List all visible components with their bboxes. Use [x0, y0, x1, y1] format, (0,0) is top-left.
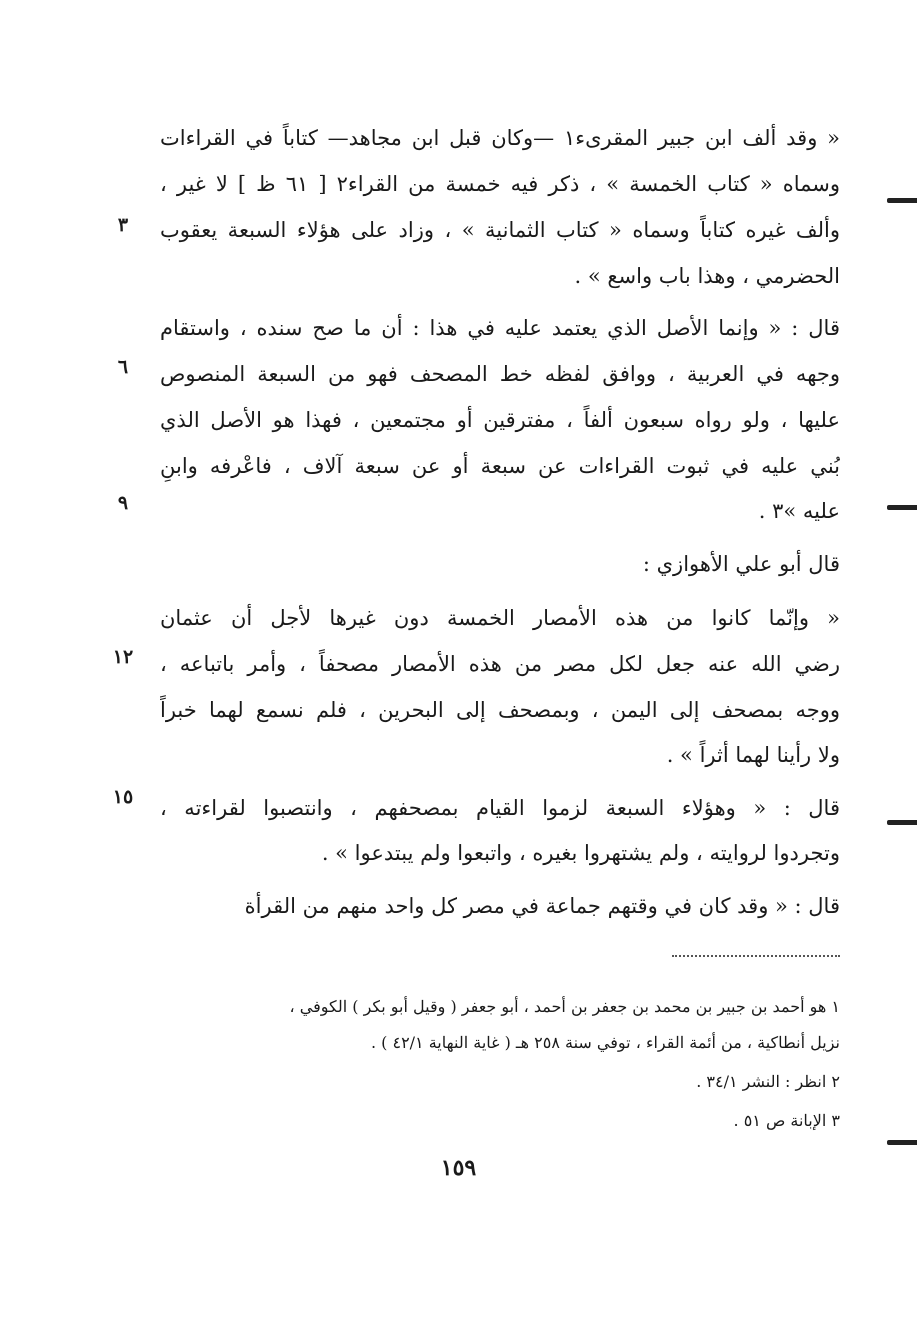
- text-line: الحضرمي ، وهذا باب واسع » .: [574, 264, 840, 288]
- scan-edge-mark: [887, 820, 917, 825]
- text-line: وألف غيره كتاباً وسماه « كتاب الثمانية » ، وزاد على هؤلاء السبعة يعقوب: [160, 218, 840, 242]
- footnote-line: نزيل أنطاكية ، من أئمة القراء ، توفي سنة ٢٥٨ هـ ( غاية النهاية ٤٢/١ ) .: [370, 1033, 840, 1052]
- scan-edge-mark: [887, 198, 917, 203]
- text-line: قال أبو علي الأهوازي :: [642, 552, 840, 576]
- footnote-line: ٣ الإبانة ص ٥١ .: [733, 1111, 840, 1130]
- text-line: قال : « وإنما الأصل الذي يعتمد عليه في هذا : أن ما صح سنده ، واستقام: [160, 316, 840, 340]
- text-line: قال : « وقد كان في وقتهم جماعة في مصر كل واحد منهم من القرأة: [244, 894, 840, 918]
- text-line: عليها ، ولو رواه سبعون ألفاً ، مفترقين أو مجتمعين ، فهذا هو الأصل الذي: [160, 408, 840, 432]
- footnote-line: ٢ انظر : النشر ٣٤/١ .: [696, 1072, 840, 1091]
- text-line: ووجه بمصحف إلى اليمن ، وبمصحف إلى البحرين ، فلم نسمع لهما خبراً: [160, 698, 840, 722]
- text-line: « وقد ألف ابن جبير المقرىء١ —وكان قبل ابن مجاهد— كتاباً في القراءات: [160, 126, 840, 150]
- page-number: ١٥٩: [440, 1155, 477, 1181]
- line-number: ٣: [117, 214, 129, 236]
- text-line: بُني عليه في ثبوت القراءات عن سبعة أو عن سبعة آلاف ، فاعْرفه وابنِ: [160, 454, 840, 478]
- text-line: « وإنّما كانوا من هذه الأمصار الخمسة دون غيرها لأجل أن عثمان: [160, 606, 840, 630]
- text-line: وسماه « كتاب الخمسة » ، ذكر فيه خمسة من القراء٢ [ ٦١ ظ ] لا غير ،: [160, 172, 840, 196]
- line-number: ١٥: [112, 786, 134, 808]
- scan-edge-mark: [887, 505, 917, 510]
- line-number: ٩: [117, 492, 129, 514]
- text-line: وجهه في العربية ، ووافق لفظه خط المصحف فهو من السبعة المنصوص: [160, 362, 840, 386]
- footnote-line: ١ هو أحمد بن جبير بن محمد بن جعفر بن أحمد ، أبو جعفر ( وقيل أبو بكر ) الكوفي ،: [289, 997, 840, 1016]
- line-number: ١٢: [112, 646, 134, 668]
- footnote-separator: [672, 955, 840, 957]
- text-line: رضي الله عنه جعل لكل مصر من هذه الأمصار مصحفاً ، وأمر باتباعه ،: [160, 652, 840, 676]
- text-line: وتجردوا لروايته ، ولم يشتهروا بغيره ، واتبعوا ولم يبتدعوا » .: [321, 841, 840, 865]
- text-line: عليه »٣ .: [758, 499, 840, 523]
- text-line: قال : « وهؤلاء السبعة لزموا القيام بمصحفهم ، وانتصبوا لقراءته ،: [160, 796, 840, 820]
- text-line: ولا رأينا لهما أثراً » .: [666, 743, 840, 767]
- scan-edge-mark: [887, 1140, 917, 1145]
- line-number: ٦: [117, 356, 129, 378]
